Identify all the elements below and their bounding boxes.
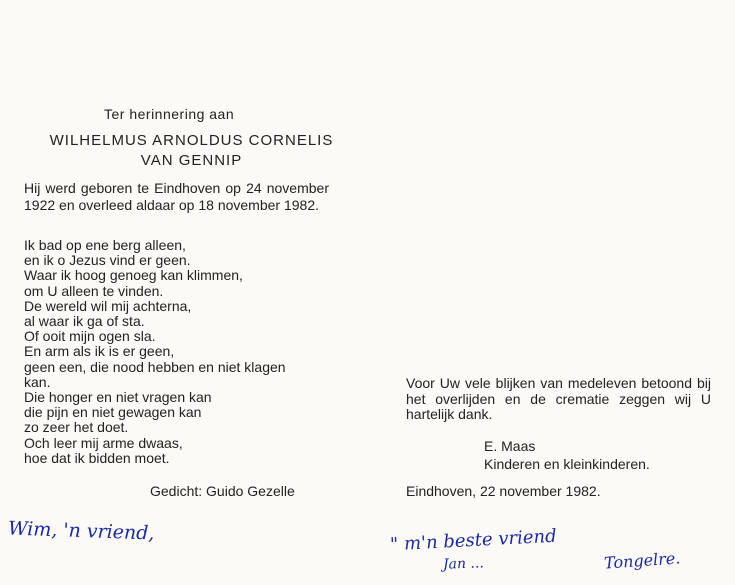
handwritten-note-right: " m'n beste vriend — [389, 525, 558, 556]
poem-line: hoe dat ik bidden moet. — [24, 449, 170, 466]
poem-line: Of ooit mijn ogen sla. — [24, 328, 156, 345]
poem-line: Ik bad op ene berg alleen, — [24, 237, 186, 253]
poem-line: om U alleen te vinden. — [24, 282, 164, 299]
poem-line: die pijn en niet gewagen kan — [24, 404, 202, 421]
biography-text: Hij werd geboren te Eindhoven op 24 november 1922 en overleed aldaar op 18 november 1982. — [24, 180, 329, 213]
handwritten-note-far-right: Tongelre. — [603, 548, 681, 573]
poem — [24, 238, 334, 466]
poem-line: Och leer mij arme dwaas, — [24, 434, 183, 451]
poem-credit: Gedicht: Guido Gezelle — [150, 483, 295, 499]
poem-line: en ik o Jezus vind er geen. — [24, 252, 191, 269]
thanks-text: Voor Uw vele blijken van medeleven betoond bij het overlijden en de crematie zeggen wij U hartelijk dank. — [406, 375, 711, 422]
handwritten-note-left: Wim, 'n vriend, — [7, 517, 155, 545]
poem-line: De wereld wil mij achterna, — [24, 297, 192, 314]
handwritten-signature: Jan ... — [442, 555, 485, 573]
intro-text: Ter herinnering aan — [104, 106, 235, 122]
poem-line: geen een, die nood hebben en niet klagen — [24, 358, 286, 375]
poem-line: zo zeer het doet. — [24, 419, 129, 436]
family-signature — [484, 437, 650, 473]
family-others: Kinderen en kleinkinderen. — [484, 456, 650, 472]
poem-line: En arm als ik is er geen, — [24, 343, 175, 360]
poem-line: Waar ik hoog genoeg kan klimmen, — [24, 267, 243, 284]
poem-line: al waar ik ga of sta. — [24, 313, 145, 330]
deceased-name-line1: WILHELMUS ARNOLDUS CORNELIS — [49, 132, 334, 149]
family-name: E. Maas — [484, 438, 536, 454]
deceased-name-line2: VAN GENNIP — [140, 152, 243, 169]
poem-line: kan. — [24, 373, 51, 390]
place-date: Eindhoven, 22 november 1982. — [406, 483, 601, 499]
poem-line: Die honger en niet vragen kan — [24, 389, 212, 406]
